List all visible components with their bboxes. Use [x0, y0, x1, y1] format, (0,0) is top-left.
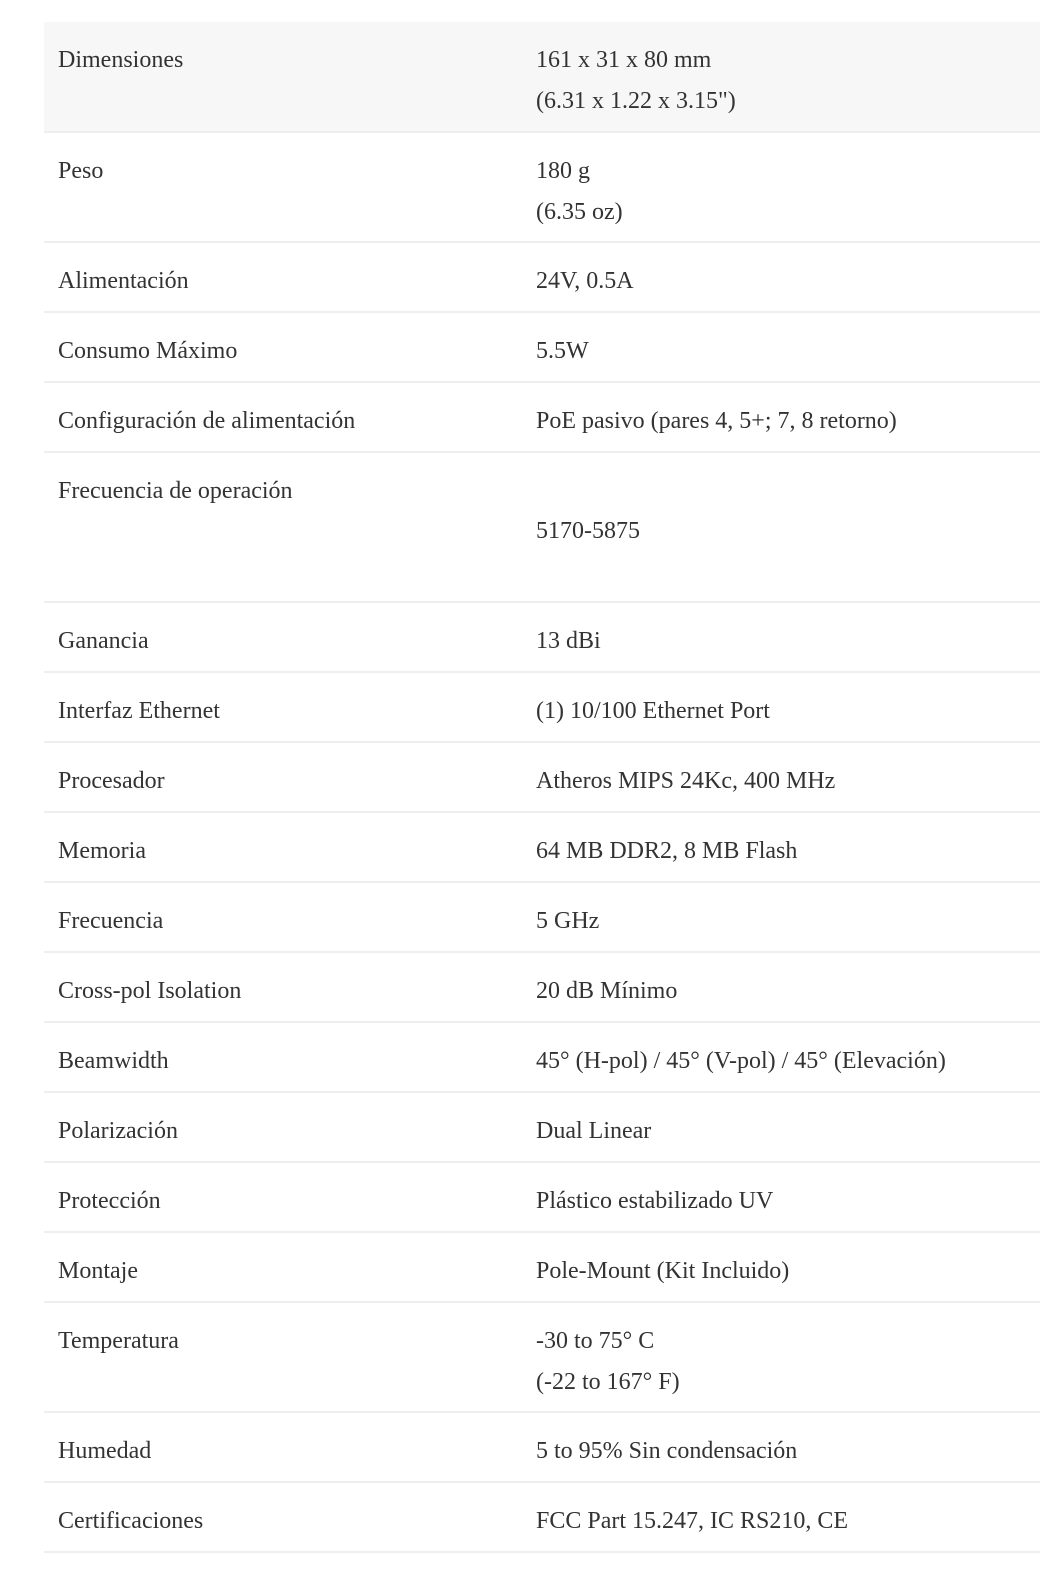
spec-label: Configuración de alimentación: [58, 408, 356, 434]
spec-label: Alimentación: [58, 268, 189, 294]
spec-row-dimensiones: [44, 22, 1040, 132]
spec-value-line: 64 MB DDR2, 8 MB Flash: [536, 838, 798, 864]
spec-value-line: -30 to 75° C: [536, 1328, 655, 1354]
spec-label: Polarización: [58, 1118, 178, 1144]
spec-value: [522, 382, 1040, 452]
spec-value-line: 180 g: [536, 158, 590, 184]
spec-value: [522, 1482, 1040, 1552]
spec-value-line: FCC Part 15.247, IC RS210, CE: [536, 1508, 849, 1534]
spec-value: [522, 242, 1040, 312]
spec-row-consumo-maximo: [44, 312, 1040, 382]
spec-value-line: 45° (H-pol) / 45° (V-pol) / 45° (Elevación): [536, 1048, 946, 1074]
spec-value-line: (-22 to 167° F): [536, 1369, 680, 1395]
spec-row-peso: [44, 132, 1040, 242]
spec-row-interfaz-ethernet: [44, 672, 1040, 742]
spec-row-polarizacion: [44, 1092, 1040, 1162]
spec-label: Frecuencia de operación: [58, 478, 293, 504]
spec-value-line: 13 dBi: [536, 628, 601, 654]
spec-value: [522, 132, 1040, 242]
spec-value-line: 24V, 0.5A: [536, 268, 634, 294]
spec-value-line: 161 x 31 x 80 mm: [536, 47, 712, 73]
spec-value: [522, 602, 1040, 672]
spec-row-montaje: [44, 1232, 1040, 1302]
spec-row-cross-pol-isolation: [44, 952, 1040, 1022]
spec-row-procesador: [44, 742, 1040, 812]
spec-row-beamwidth: [44, 1022, 1040, 1092]
spec-value-line: Plástico estabilizado UV: [536, 1188, 774, 1214]
spec-value: [522, 672, 1040, 742]
spec-value: [522, 1412, 1040, 1482]
spec-value-line: Pole-Mount (Kit Incluido): [536, 1258, 790, 1284]
spec-value-line: Atheros MIPS 24Kc, 400 MHz: [536, 768, 836, 794]
spec-label: Frecuencia: [58, 908, 164, 934]
spec-label: Peso: [58, 158, 104, 184]
spec-label: Ganancia: [58, 628, 149, 654]
spec-row-temperatura: [44, 1302, 1040, 1412]
spec-value: [522, 1232, 1040, 1302]
spec-value-line: 5 to 95% Sin condensación: [536, 1438, 798, 1464]
spec-value: [522, 952, 1040, 1022]
spec-value-line: 20 dB Mínimo: [536, 978, 678, 1004]
spec-row-ganancia: [44, 602, 1040, 672]
spec-label: Interfaz Ethernet: [58, 698, 220, 724]
spec-value-line: 5170-5875: [536, 518, 640, 544]
spec-label: Consumo Máximo: [58, 338, 238, 364]
spec-label: Protección: [58, 1188, 161, 1214]
spec-label: Dimensiones: [58, 47, 184, 73]
spec-value: [522, 882, 1040, 952]
spec-value-line: 5 GHz: [536, 908, 600, 934]
spec-value: [522, 1162, 1040, 1232]
spec-value-line: Dual Linear: [536, 1118, 652, 1144]
spec-value-line: (6.31 x 1.22 x 3.15"): [536, 88, 736, 114]
spec-value: [522, 22, 1040, 132]
spec-value: [522, 1302, 1040, 1412]
spec-value: [522, 1092, 1040, 1162]
spec-label: Montaje: [58, 1258, 138, 1284]
spec-value: [522, 742, 1040, 812]
spec-value-line: 5.5W: [536, 338, 589, 364]
spec-row-memoria: [44, 812, 1040, 882]
spec-label: Memoria: [58, 838, 146, 864]
spec-value: [522, 312, 1040, 382]
spec-value-line: (1) 10/100 Ethernet Port: [536, 698, 770, 724]
spec-value-line: (6.35 oz): [536, 199, 623, 225]
spec-label: Procesador: [58, 768, 165, 794]
spec-row-frecuencia: [44, 882, 1040, 952]
specifications-table: [44, 22, 1040, 1553]
spec-label: Temperatura: [58, 1328, 179, 1354]
spec-row-configuracion-alimentacion: [44, 382, 1040, 452]
spec-row-proteccion: [44, 1162, 1040, 1232]
spec-label: Humedad: [58, 1438, 152, 1464]
spec-label: Certificaciones: [58, 1508, 204, 1534]
spec-row-frecuencia-operacion: [44, 452, 1040, 602]
spec-value-line: PoE pasivo (pares 4, 5+; 7, 8 retorno): [536, 408, 897, 434]
spec-row-humedad: [44, 1412, 1040, 1482]
spec-value: [522, 1022, 1040, 1092]
spec-value: [522, 812, 1040, 882]
spec-label: Beamwidth: [58, 1048, 169, 1074]
spec-label: Cross-pol Isolation: [58, 978, 242, 1004]
spec-row-certificaciones: [44, 1482, 1040, 1552]
spec-value: [522, 452, 1040, 602]
spec-row-alimentacion: [44, 242, 1040, 312]
